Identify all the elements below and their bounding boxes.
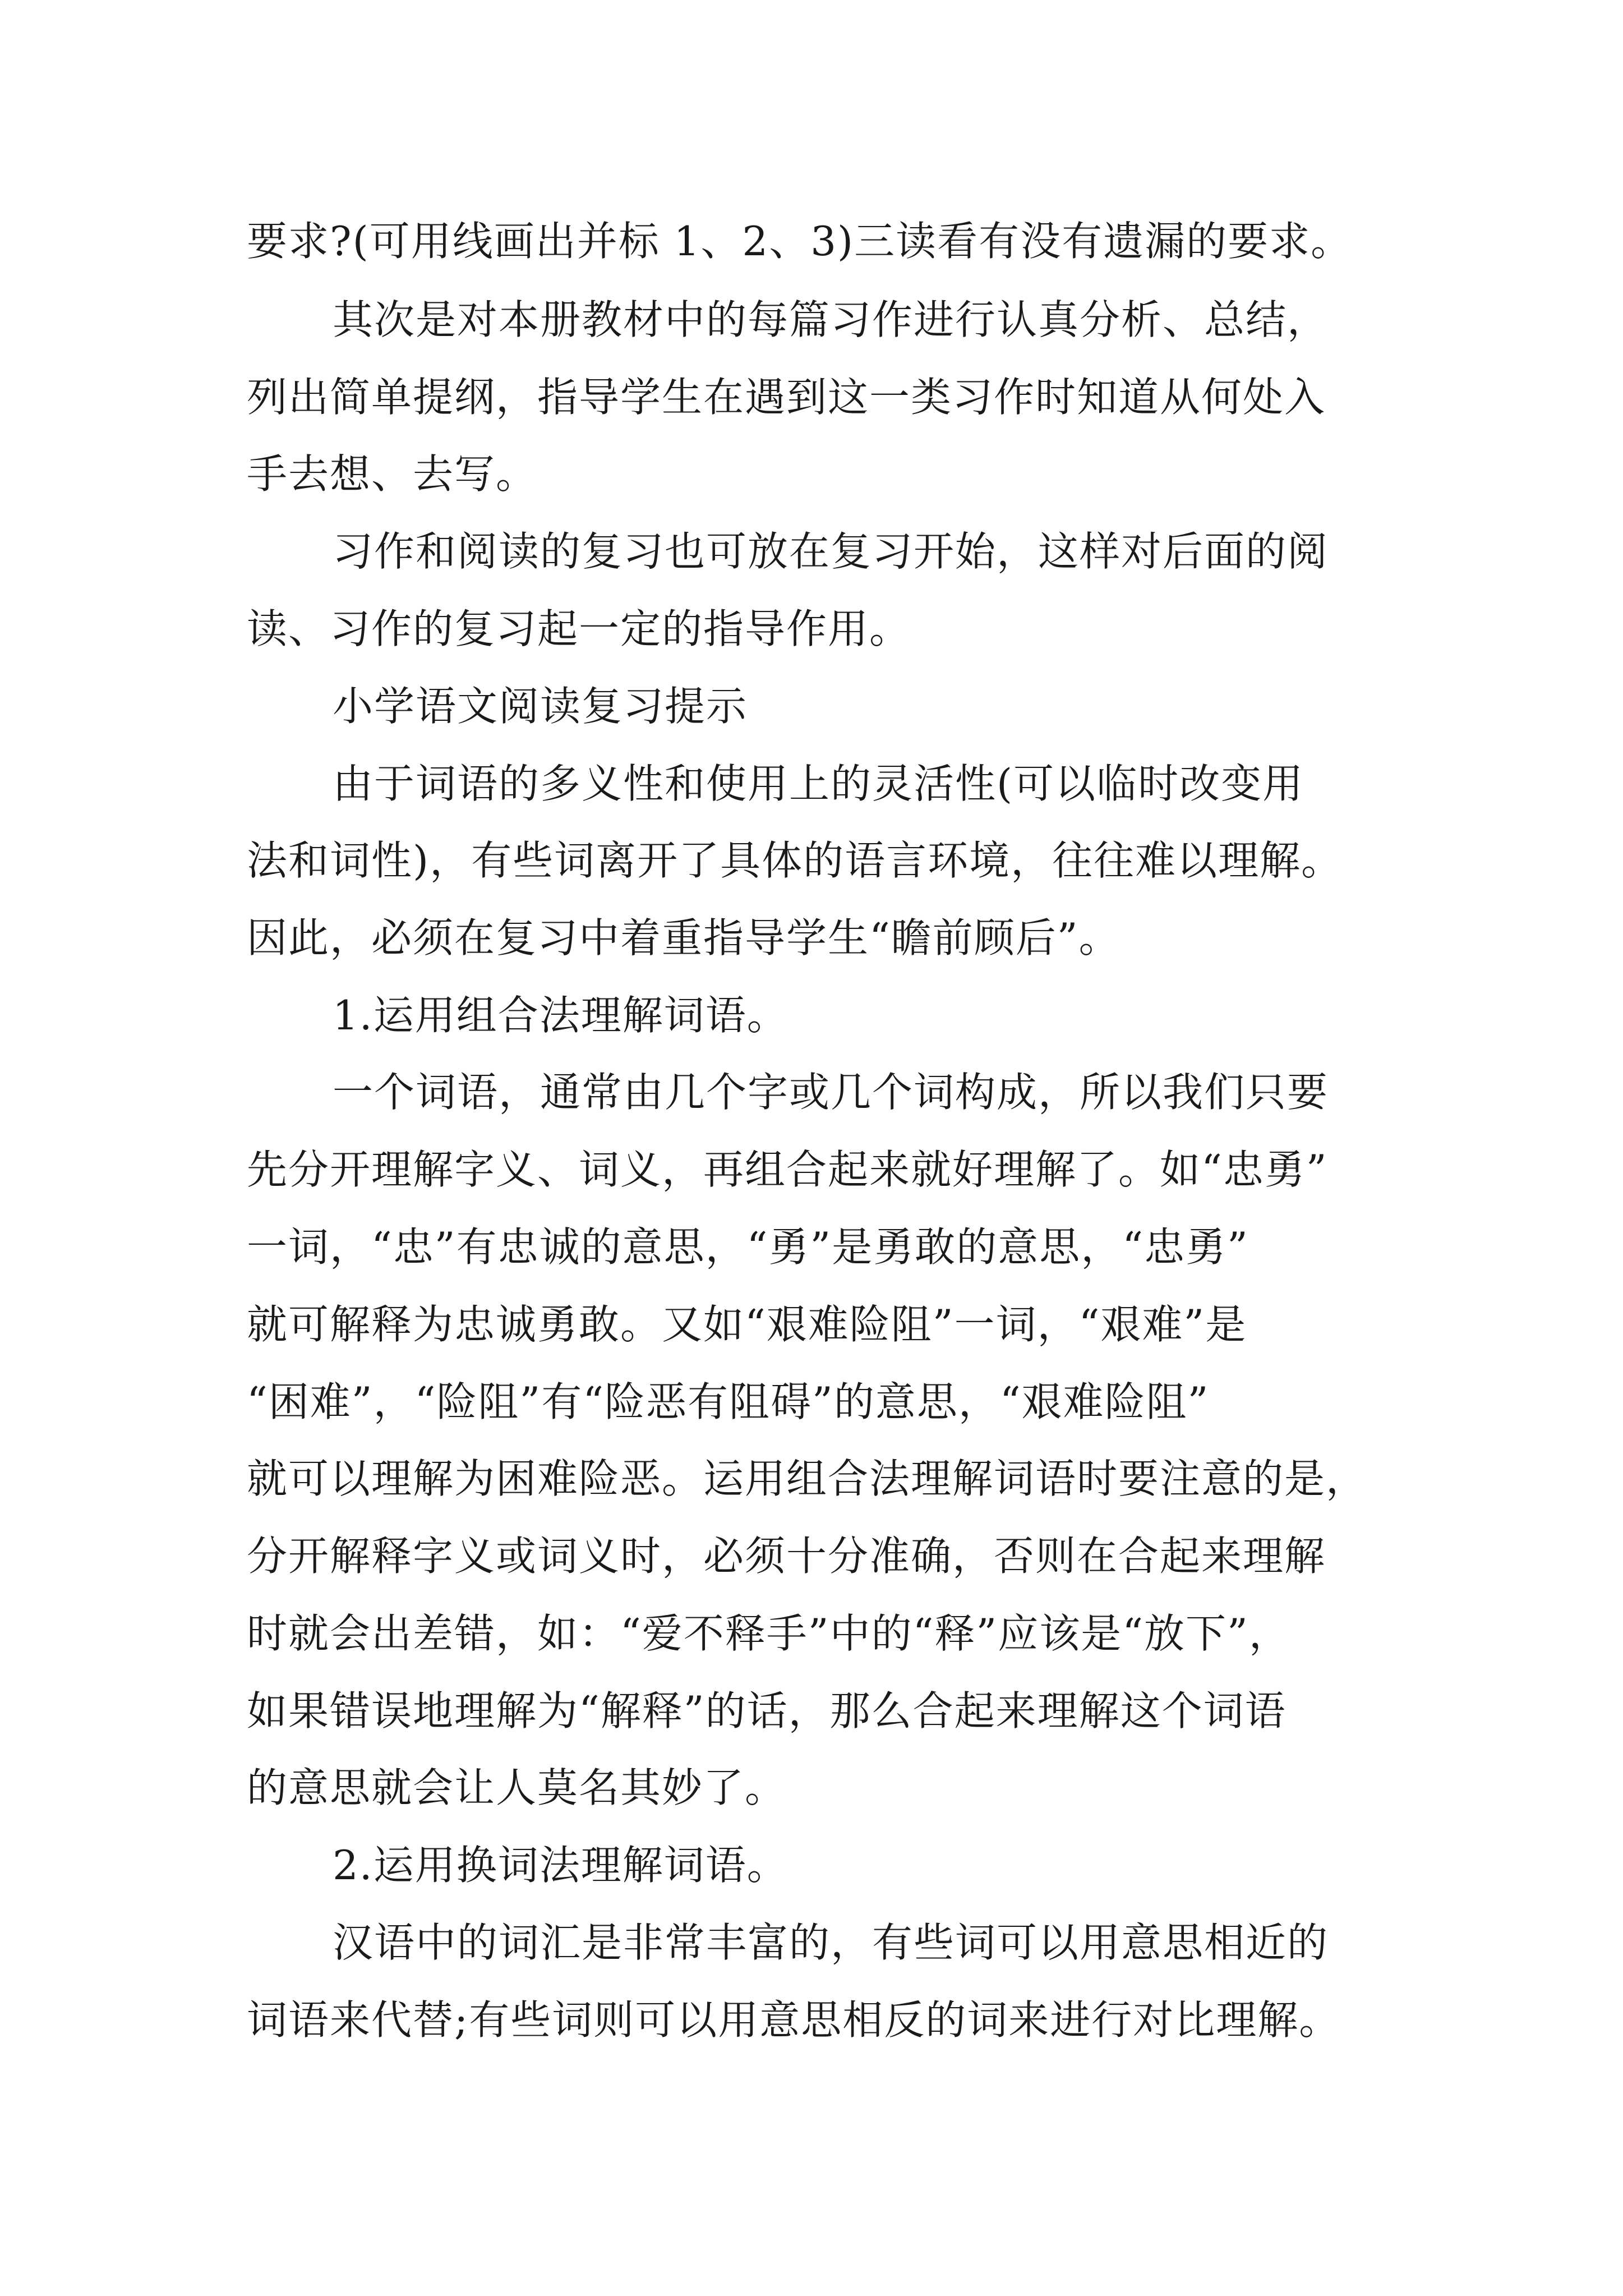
paragraph-start: 汉语中的词汇是非常丰富的，有些词可以用意思相近的 (333, 1919, 1329, 1966)
text-line: 词语来代替;有些词则可以用意思相反的词来进行对比理解。 (247, 1996, 1341, 2044)
numbered-heading: 2.运用换词法理解词语。 (333, 1842, 789, 1889)
text-line: 一词，“忠”有忠诚的意思，“勇”是勇敢的意思，“忠勇” (247, 1223, 1249, 1271)
text-line: 时就会出差错，如：“爱不释手”中的“释”应该是“放下”， (247, 1610, 1290, 1657)
text-line: 因此，必须在复习中着重指导学生“瞻前顾后”。 (247, 914, 1121, 961)
paragraph-start: 其次是对本册教材中的每篇习作进行认真分析、总结， (333, 296, 1329, 343)
text-line: 分开解释字义或词义时，必须十分准确，否则在合起来理解 (247, 1533, 1326, 1580)
paragraph-start: 由于词语的多义性和使用上的灵活性(可以临时改变用 (333, 760, 1304, 807)
text-line: 要求?(可用线画出并标 1、2、3)三读看有没有遗漏的要求。 (247, 218, 1353, 265)
text-line: 如果错误地理解为“解释”的话，那么合起来理解这个词语 (247, 1687, 1287, 1734)
text-line: 法和词性)，有些词离开了具体的语言环境，往往难以理解。 (247, 837, 1343, 884)
text-line: 读、习作的复习起一定的指导作用。 (247, 605, 911, 652)
text-line: 先分开理解字义、词义，再组合起来就好理解了。如“忠勇” (247, 1146, 1328, 1193)
paragraph-start: 一个词语，通常由几个字或几个词构成，所以我们只要 (333, 1069, 1329, 1116)
paragraph-start: 习作和阅读的复习也可放在复习开始，这样对后面的阅 (333, 528, 1329, 575)
text-line: 列出简单提纲，指导学生在遇到这一类习作时知道从何处入 (247, 374, 1326, 421)
text-line: 的意思就会让人莫名其妙了。 (247, 1764, 787, 1811)
text-line: “困难”，“险阻”有“险恶有阻碍”的意思，“艰难险阻” (247, 1378, 1210, 1425)
numbered-heading: 1.运用组合法理解词语。 (333, 992, 789, 1039)
section-heading: 小学语文阅读复习提示 (333, 683, 748, 730)
text-line: 手去想、去写。 (247, 450, 538, 498)
text-line: 就可解释为忠诚勇敢。又如“艰难险阻”一词，“艰难”是 (247, 1301, 1247, 1348)
text-line: 就可以理解为困难险恶。运用组合法理解词语时要注意的是， (247, 1455, 1368, 1502)
